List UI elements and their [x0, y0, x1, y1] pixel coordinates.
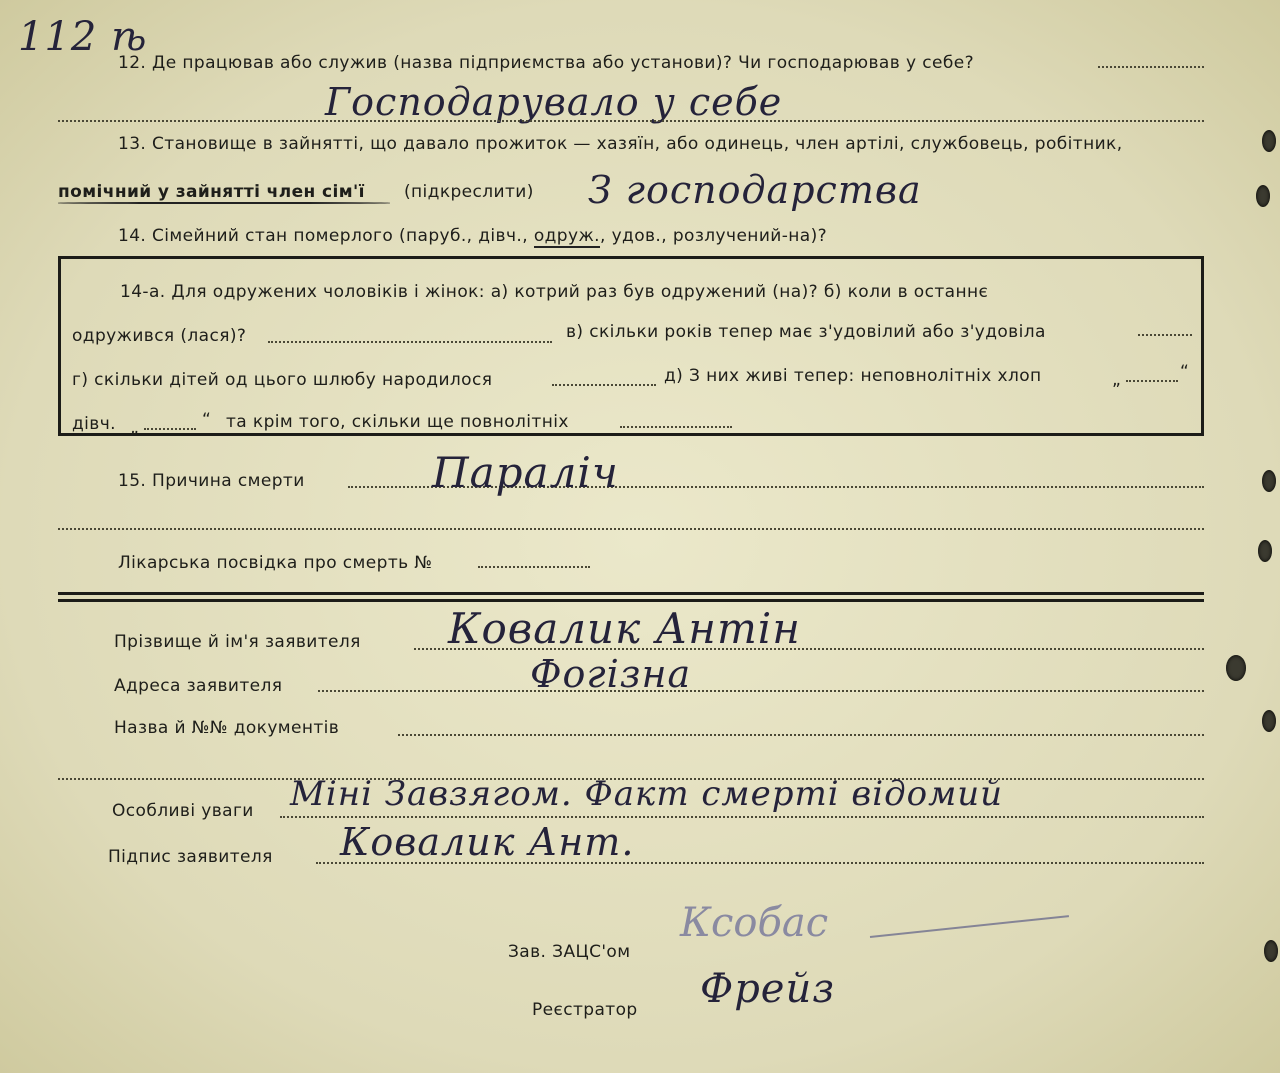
q14a-line2-b: в) скільки років тепер має з'удовілий або з'удовіла	[566, 322, 1046, 342]
applicant-name-label: Прізвище й ім'я заявителя	[114, 632, 361, 652]
q14a-line3-quote-open: „	[1112, 370, 1122, 390]
applicant-documents-label: Назва й №№ документів	[114, 718, 340, 738]
q14a-line4-a: дівч.	[72, 414, 116, 434]
q15-label: 15. Причина смерти	[118, 471, 305, 491]
punch-hole	[1262, 470, 1276, 492]
applicant-signature-label: Підпис заявителя	[108, 847, 273, 867]
head-zags-label: Зав. ЗАЦС'ом	[508, 942, 631, 962]
archive-number: 112 ѣ	[18, 14, 148, 60]
q14a-line3-quote-close: “	[1180, 362, 1190, 382]
section-divider	[58, 599, 1204, 602]
applicant-notes-line	[280, 816, 1204, 818]
head-zags-signature: Ксобас	[680, 900, 829, 946]
punch-hole	[1258, 540, 1272, 562]
section-divider	[58, 592, 1204, 595]
applicant-address-line	[318, 690, 1204, 692]
q14-label-prefix: 14. Сімейний стан померлого (паруб., дівч.,	[118, 226, 529, 246]
applicant-notes-value: Міні Завзягом. Факт смерті відомий	[290, 774, 1004, 814]
q13-label-rest: (підкреслити)	[404, 182, 534, 202]
q14a-line2-fill	[268, 341, 552, 343]
q14a-line3-a: г) скільки дітей од цього шлюбу народилося	[72, 370, 493, 390]
q14-label-underlined: одруж.	[533, 226, 600, 246]
q14a-line4-fill	[144, 428, 196, 430]
registrar-signature: Фрейз	[700, 966, 836, 1012]
q14a-line4-quote-open: „	[130, 418, 140, 438]
q14a-line3-fill	[552, 384, 656, 386]
applicant-name-value: Ковалик Антін	[448, 604, 801, 653]
punch-hole	[1226, 655, 1246, 681]
medical-certificate-fill	[478, 566, 590, 568]
punch-hole	[1264, 940, 1278, 962]
q12-fill-line	[1098, 66, 1204, 68]
registrar-label: Реєстратор	[532, 1000, 638, 1020]
punch-hole	[1262, 130, 1276, 152]
applicant-address-label: Адреса заявителя	[114, 676, 283, 696]
q14a-line4-b: та крім того, скільки ще повнолітніх	[226, 412, 569, 432]
q15-answer: Параліч	[432, 448, 619, 497]
medical-certificate-label: Лікарська посвідка про смерть №	[118, 553, 433, 573]
q13-answer: З господарства	[588, 168, 922, 212]
q14-label	[118, 226, 827, 246]
q14a-line4-fill-end	[620, 426, 732, 428]
q13-label-line1: 13. Становище в зайнятті, що давало прожиток — хазяїн, або одинець, член артілі, службовець, робітник,	[118, 134, 1123, 154]
q12-answer: Господарувало у себе	[325, 80, 783, 124]
applicant-notes-label: Особливі уваги	[112, 801, 254, 821]
applicant-signature-value: Ковалик Ант.	[340, 820, 635, 864]
q14a-line2-a: одружився (лася)?	[72, 326, 247, 346]
q13-underline-mark	[58, 202, 390, 204]
q14a-line2-fill-end	[1138, 334, 1192, 336]
q14a-line3-b: д) З них живі тепер: неповнолітніх хлоп	[664, 366, 1042, 386]
q14a-line4-quote-close: “	[202, 410, 212, 430]
punch-hole	[1262, 710, 1276, 732]
q13-label-underlined: помічний у зайнятті член сім'ї	[58, 182, 365, 202]
applicant-address-value: Фогізна	[530, 652, 692, 696]
applicant-documents-line	[398, 734, 1204, 736]
punch-hole	[1256, 185, 1270, 207]
q14a-line3-fill-end	[1126, 380, 1178, 382]
q14a-line1: 14-а. Для одружених чоловіків і жінок: а) котрий раз був одружений (на)? б) коли в останнє	[120, 282, 989, 302]
q15-second-line	[58, 528, 1204, 530]
q12-label: 12. Де працював або служив (назва підприємства або установи)? Чи господарював у себе?	[118, 53, 974, 73]
q14-label-suffix: , удов., розлучений-на)?	[599, 226, 828, 246]
q12-answer-line	[58, 120, 1204, 122]
head-signature-flourish	[870, 915, 1069, 938]
